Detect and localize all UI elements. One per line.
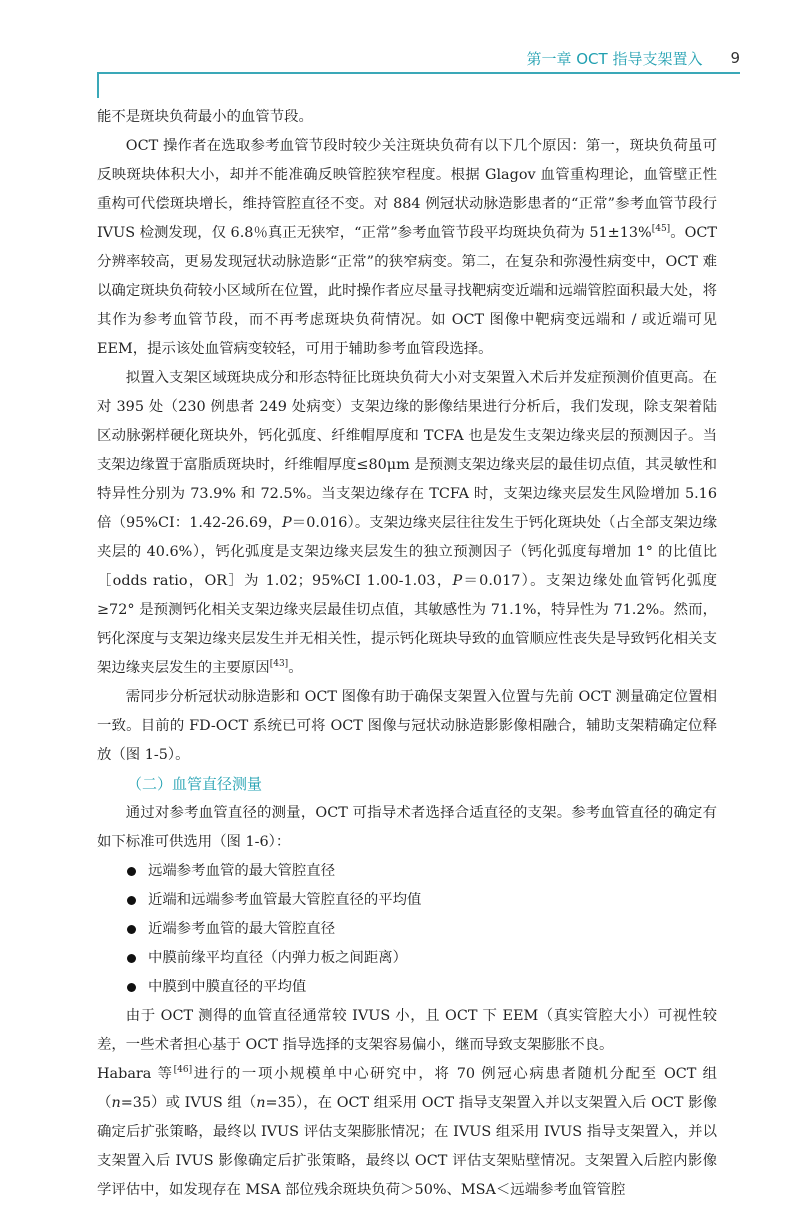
criteria-list xyxy=(97,857,717,1002)
list-item xyxy=(127,915,717,944)
p7-text-b: 进行的一项小规模单中心研究中，将 70 例冠心病患者随机分配至 OCT 组（ xyxy=(97,1066,717,1111)
p-value-label-2: P xyxy=(452,573,463,589)
chapter-title: 第一章 OCT 指导支架置入 xyxy=(526,49,703,68)
p-value-label: P xyxy=(281,515,292,531)
n-label-2: n xyxy=(256,1095,266,1111)
p3-text-b: ＝0.016）。支架边缘夹层往往发生于钙化斑块处（占全部支架边缘夹层的 40.6%），钙化弧度是支架边缘夹层发生的独立预测因子（钙化弧度每增加 1° 的比值比［odds ratio，OR］为 1.02；95%CI 1.00-1.03， xyxy=(97,515,717,589)
p3-text-a: 拟置入支架区域斑块成分和形态特征比斑块负荷大小对支架置入术后并发症预测价值更高。在对 395 处（230 例患者 249 处病变）支架边缘的影像结果进行分析后，我们发现，除支架着陆区动脉粥样硬化斑块外，钙化弧度、纤维帽厚度和 TCFA 也是发生支架边缘夹层的预测因子。当支架边缘置于富脂质斑块时，纤维帽厚度≤80μm 是预测支架边缘夹层的最佳切点值，其灵敏性和特异性分别为 73.9% 和 72.5%。当支架边缘存在 TCFA 时，支架边缘夹层发生风险增加 5.16 倍（95%CI：1.42-26.69， xyxy=(97,370,717,531)
p7-text-d: =35），在 OCT 组采用 OCT 指导支架置入并以支架置入后 OCT 影像确定后扩张策略，最终以 IVUS 评估支架膨胀情况；在 IVUS 组采用 IVUS 指导支架置入，并以支架置入后 IVUS 影像确定后扩张策略，最终以 OCT 评估支架贴壁情况。支架置入后腔内影像学评估中，如发现存在 MSA 部位残余斑块负荷＞50%、MSA＜远端参考血管管腔 xyxy=(97,1095,717,1198)
list-item xyxy=(127,973,717,1002)
paragraph-4: 需同步分析冠状动脉造影和 OCT 图像有助于确保支架置入位置与先前 OCT 测量确定位置相一致。目前的 FD-OCT 系统已可将 OCT 图像与冠状动脉造影影像相融合，辅助支架精确定位释放（图 1-5）。 xyxy=(97,689,717,763)
p3-text-d: 。 xyxy=(288,660,303,676)
p3-text-c: ＝0.017）。支架边缘处血管钙化弧度≥72° 是预测钙化相关支架边缘夹层最佳切点值，其敏感性为 71.1%，特异性为 71.2%。然而，钙化深度与支架边缘夹层发生并无相关性，提示钙化斑块导致的血管顺应性丧失是导致钙化相关支架边缘夹层发生的主要原因 xyxy=(97,573,718,676)
bullet-icon xyxy=(127,925,136,934)
paragraph-7 xyxy=(97,1060,717,1205)
paragraph-2 xyxy=(97,132,717,364)
list-item-text: 中膜到中膜直径的平均值 xyxy=(148,979,307,995)
citation-45: [45] xyxy=(651,224,671,234)
header-rule xyxy=(97,72,740,74)
page-number: 9 xyxy=(730,49,740,67)
list-item xyxy=(127,944,717,973)
p2-text-b: 。OCT 分辨率较高，更易发现冠状动脉造影“正常”的狭窄病变。第二，在复杂和弥漫性病变中，OCT 难以确定斑块负荷较小区域所在位置，此时操作者应尽量寻找靶病变近端和远端管腔面积最大处，将其作为参考血管节段，而不再考虑斑块负荷情况。如 OCT 图像中靶病变远端和 / 或近端可见 EEM，提示该处血管病变较轻，可用于辅助参考血管段选择。 xyxy=(97,225,717,357)
bullet-icon xyxy=(127,867,136,876)
paragraph-1: 能不是斑块负荷最小的血管节段。 xyxy=(97,109,313,125)
n-label: n xyxy=(111,1095,121,1111)
paragraph-3 xyxy=(97,364,717,683)
list-item-text: 近端参考血管的最大管腔直径 xyxy=(148,921,336,937)
header-rule-vertical xyxy=(97,72,99,98)
list-item-text: 近端和远端参考血管最大管腔直径的平均值 xyxy=(148,892,422,908)
citation-43: [43] xyxy=(269,659,289,669)
p7-text-a: Habara 等 xyxy=(97,1066,174,1082)
page-body xyxy=(97,103,717,1205)
bullet-icon xyxy=(127,896,136,905)
section-heading: （二）血管直径测量 xyxy=(127,775,263,793)
citation-46: [46] xyxy=(173,1065,193,1075)
p7-text-c: =35）或 IVUS 组（ xyxy=(120,1095,257,1111)
list-item xyxy=(127,886,717,915)
p2-text-a: OCT 操作者在选取参考血管节段时较少关注斑块负荷有以下几个原因：第一，斑块负荷虽可反映斑块体积大小，却并不能准确反映管腔狭窄程度。根据 Glagov 血管重构理论，血管壁正性重构可代偿斑块增长，维持管腔直径不变。对 884 例冠状动脉造影患者的“正常”参考血管节段行 IVUS 检测发现，仅 6.8％真正无狭窄，“正常”参考血管节段平均斑块负荷为 51±13% xyxy=(97,138,717,241)
paragraph-6: 由于 OCT 测得的血管直径通常较 IVUS 小，且 OCT 下 EEM（真实管腔大小）可视性较差，一些术者担心基于 OCT 指导选择的支架容易偏小，继而导致支架膨胀不良。 xyxy=(97,1008,717,1053)
list-item xyxy=(127,857,717,886)
bullet-icon xyxy=(127,954,136,963)
bullet-icon xyxy=(127,983,136,992)
list-item-text: 中膜前缘平均直径（内弹力板之间距离） xyxy=(148,950,408,966)
running-header xyxy=(526,44,740,72)
list-item-text: 远端参考血管的最大管腔直径 xyxy=(148,863,336,879)
paragraph-5: 通过对参考血管直径的测量，OCT 可指导术者选择合适直径的支架。参考血管直径的确定有如下标准可供选用（图 1-6）： xyxy=(97,805,717,850)
